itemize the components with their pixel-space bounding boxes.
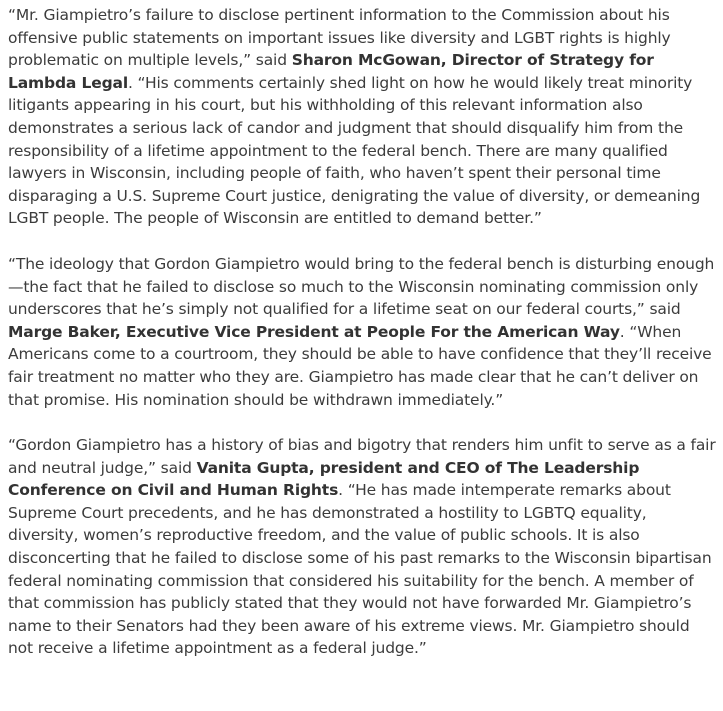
quote-text: . “When Americans come to a courtroom, they should be able to have confidence that they’ll receive fair treatment no matter who they are. Giampietro has made clear that he can’t deliver on that promise. His nomination should be withdrawn immediately.” — [8, 322, 712, 409]
speaker-attribution: Vanita Gupta, president and CEO of The Leadership Conference on Civil and Human Rights — [8, 458, 640, 500]
quote-text: “The ideology that Gordon Giampietro would bring to the federal bench is disturbing enough—the fact that he failed to disclose so much to the Wisconsin nominating commission only underscores that he’s simply not qualified for a lifetime seat on our federal courts,” said — [8, 254, 715, 319]
quote-text: “Gordon Giampietro has a history of bias and bigotry that renders him unfit to serve as a fair and neutral judge,” said — [8, 436, 716, 477]
speaker-attribution: Marge Baker, Executive Vice President at People For the American Way — [8, 322, 620, 341]
quote-paragraph-lambda-legal — [8, 4, 717, 230]
quote-text: . “His comments certainly shed light on how he would likely treat minority litigants appearing in his court, but his withholding of this relevant information also demonstrates a serious lack of candor and judgment that should disqualify him from the responsibility of a lifetime appointment to the federal bench. There are many qualified lawyers in Wisconsin, including people of faith, who haven’t spent their personal time disparaging a U.S. Supreme Court justice, denigrating the value of diversity, or demeaning LGBT people. The people of Wisconsin are entitled to demand better.” — [8, 73, 701, 228]
quote-paragraph-leadership-conference — [8, 434, 717, 660]
speaker-attribution: Sharon McGowan, Director of Strategy for Lambda Legal — [8, 51, 654, 92]
quote-text: . “He has made intemperate remarks about Supreme Court precedents, and he has demonstrated a hostility to LGBTQ equality, diversity, women’s reproductive freedom, and the value of public schools. It is also disconcerting that he failed to disclose some of his past remarks to the Wisconsin bipartisan federal nominating commission that considered his suitability for the bench. A member of that commission has publicly stated that they would not have forwarded Mr. Giampietro’s name to their Senators had they been aware of his extreme views. Mr. Giampietro should not receive a lifetime appointment as a federal judge.” — [8, 481, 712, 658]
quote-text: “Mr. Giampietro’s failure to disclose pertinent information to the Commission about his offensive public statements on important issues like diversity and LGBT rights is highly problematic on multiple levels,” said — [8, 6, 671, 70]
quote-paragraph-people-for-the-american-way — [8, 253, 717, 411]
